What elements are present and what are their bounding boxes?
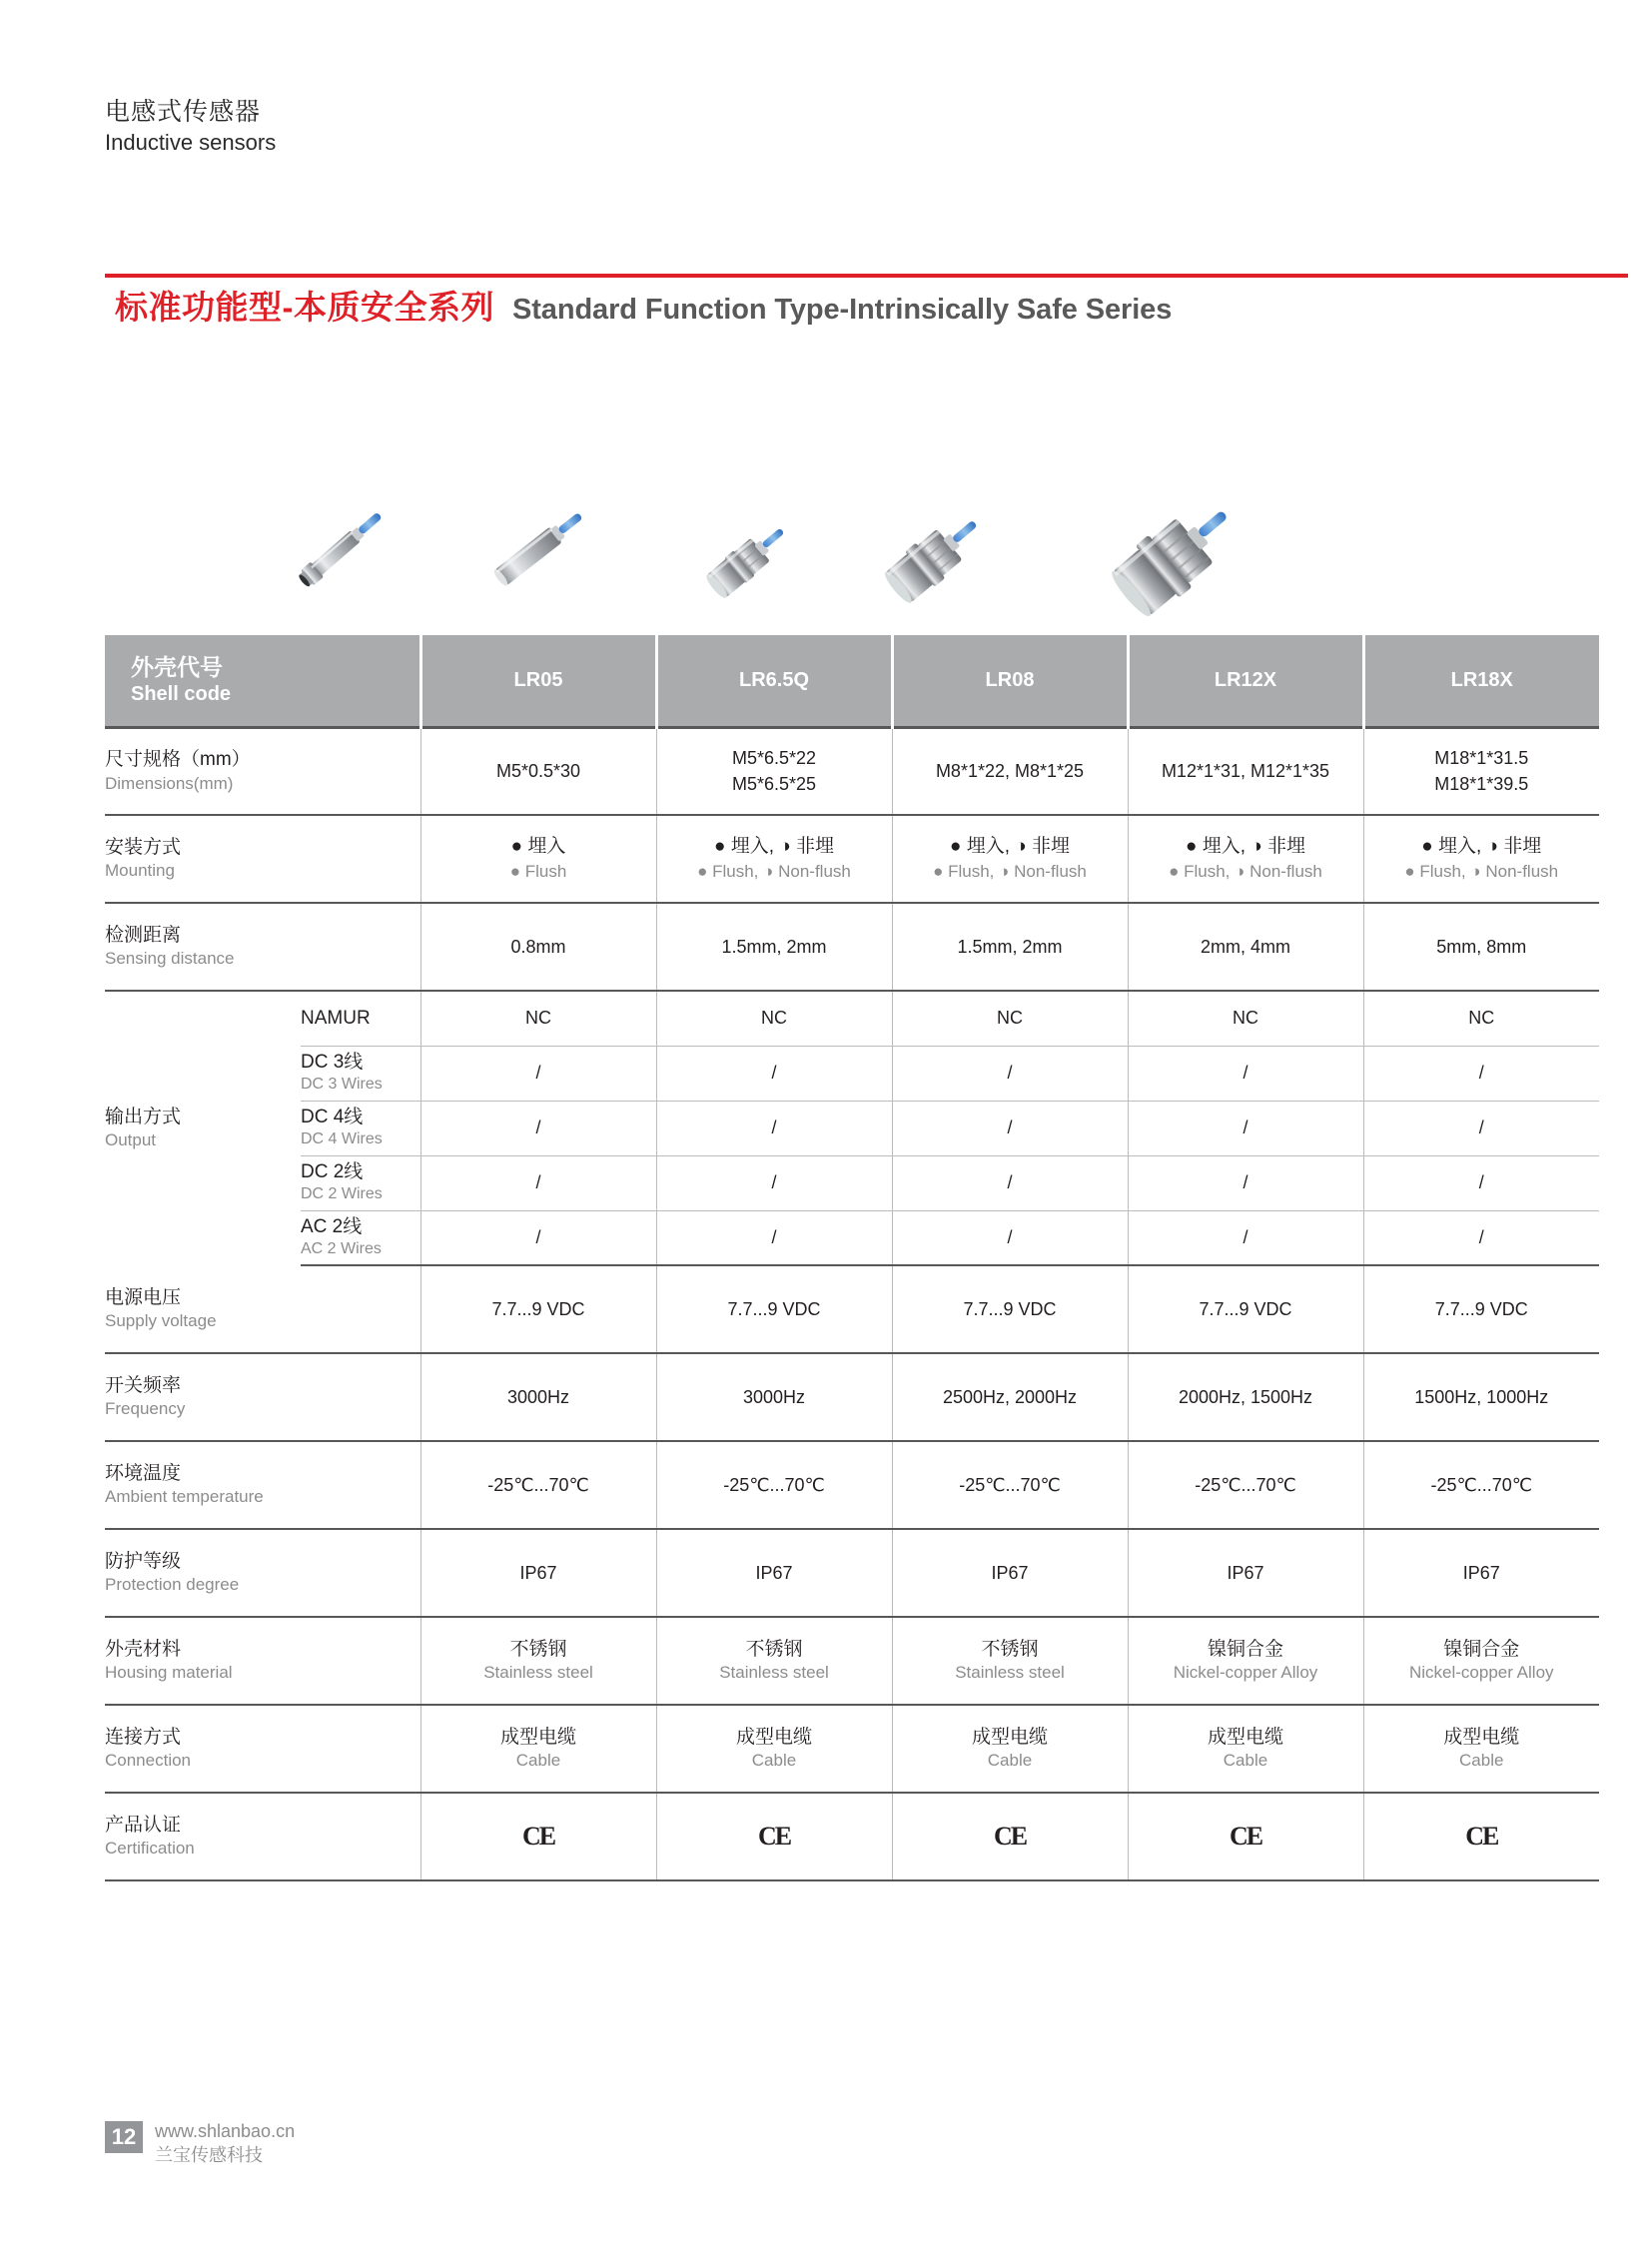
row-label-protection-degree bbox=[105, 1529, 420, 1617]
cell-housing-lr18x bbox=[1363, 1617, 1599, 1705]
mounting-cn: ● 埋入 bbox=[510, 835, 566, 857]
row-label-output-cn: 输出方式 bbox=[105, 1106, 182, 1127]
product-image-lr05 bbox=[279, 500, 409, 620]
row-label-supply-voltage bbox=[105, 1265, 420, 1353]
housing-cn: 不锈钢 bbox=[509, 1638, 567, 1660]
table-row-output-dc3 bbox=[105, 1046, 1599, 1101]
cell-sensing-lr08: 1.5mm, 2mm bbox=[892, 903, 1128, 991]
cell-housing-lr05 bbox=[420, 1617, 656, 1705]
cell-mounting-lr18x bbox=[1363, 815, 1599, 903]
header-shell-code-cn: 外壳代号 bbox=[131, 654, 223, 681]
mounting-cn: ● 埋入, ◑ 非埋 bbox=[713, 835, 835, 857]
table-row-connection bbox=[105, 1705, 1599, 1793]
cell-protection-lr18x: IP67 bbox=[1363, 1529, 1599, 1617]
cell-temp-lr65q: -25℃...70℃ bbox=[656, 1441, 892, 1529]
table-row-dimensions bbox=[105, 727, 1599, 815]
page-number-badge: 12 bbox=[105, 2121, 143, 2153]
cell-sensing-lr65q: 1.5mm, 2mm bbox=[656, 903, 892, 991]
table-header-row bbox=[105, 635, 1599, 727]
ce-mark-icon: CE bbox=[1229, 1822, 1262, 1852]
row-label-frequency-cn: 开关频率 bbox=[105, 1374, 182, 1396]
product-image-strip bbox=[105, 459, 1538, 634]
connection-en: Cable bbox=[1459, 1751, 1504, 1771]
row-label-certification-cn: 产品认证 bbox=[105, 1814, 182, 1836]
cell-dc2-lr08: / bbox=[892, 1155, 1128, 1210]
cell-dimensions-lr08 bbox=[892, 727, 1128, 815]
row-label-ambient-temperature-en: Ambient temperature bbox=[105, 1487, 264, 1507]
sub-label-dc2-cn: DC 2线 bbox=[301, 1161, 364, 1183]
ce-mark-icon: CE bbox=[521, 1822, 555, 1852]
row-label-supply-voltage-cn: 电源电压 bbox=[105, 1286, 182, 1308]
connection-en: Cable bbox=[1223, 1751, 1268, 1771]
cell-namur-lr65q: NC bbox=[656, 991, 892, 1046]
sub-label-dc4-cn: DC 4线 bbox=[301, 1107, 364, 1128]
header-col-lr05: LR05 bbox=[420, 635, 656, 727]
housing-en: Stainless steel bbox=[483, 1663, 593, 1683]
row-label-frequency bbox=[105, 1353, 420, 1441]
header-shell-code bbox=[105, 635, 420, 727]
row-label-frequency-en: Frequency bbox=[105, 1399, 186, 1419]
row-label-protection-degree-en: Protection degree bbox=[105, 1575, 240, 1595]
row-label-connection bbox=[105, 1705, 420, 1793]
cell-dc3-lr08: / bbox=[892, 1046, 1128, 1101]
cell-dc3-lr05: / bbox=[420, 1046, 656, 1101]
product-image-lr18x bbox=[1104, 493, 1253, 618]
section-title bbox=[115, 282, 1172, 329]
page-footer bbox=[105, 2119, 295, 2168]
cell-connection-lr08 bbox=[892, 1705, 1128, 1793]
value-line: M5*0.5*30 bbox=[495, 761, 581, 782]
cell-certification-lr12x bbox=[1128, 1793, 1363, 1880]
connection-cn: 成型电缆 bbox=[1207, 1726, 1283, 1748]
housing-en: Nickel-copper Alloy bbox=[1173, 1663, 1318, 1683]
cell-mounting-lr05 bbox=[420, 815, 656, 903]
cell-frequency-lr65q: 3000Hz bbox=[656, 1353, 892, 1441]
running-header-title-en: Inductive sensors bbox=[105, 130, 277, 155]
cell-dc3-lr18x: / bbox=[1363, 1046, 1599, 1101]
product-image-lr65q bbox=[474, 500, 604, 620]
cell-sensing-lr12x: 2mm, 4mm bbox=[1128, 903, 1363, 991]
cell-dc3-lr12x: / bbox=[1128, 1046, 1363, 1101]
cell-frequency-lr05: 3000Hz bbox=[420, 1353, 656, 1441]
row-label-certification bbox=[105, 1793, 420, 1880]
cell-supply-lr65q: 7.7...9 VDC bbox=[656, 1265, 892, 1353]
row-label-mounting-cn: 安装方式 bbox=[105, 836, 182, 858]
cell-frequency-lr12x: 2000Hz, 1500Hz bbox=[1128, 1353, 1363, 1441]
cell-dc4-lr05: / bbox=[420, 1101, 656, 1155]
row-label-mounting bbox=[105, 815, 420, 903]
footer-text-block bbox=[155, 2119, 295, 2168]
sub-label-dc3-cn: DC 3线 bbox=[301, 1052, 364, 1074]
cell-ac2-lr65q: / bbox=[656, 1210, 892, 1265]
cell-temp-lr12x: -25℃...70℃ bbox=[1128, 1441, 1363, 1529]
ce-mark-icon: CE bbox=[993, 1822, 1027, 1852]
cell-dc4-lr65q: / bbox=[656, 1101, 892, 1155]
row-label-output-en: Output bbox=[105, 1130, 157, 1150]
cell-ac2-lr05: / bbox=[420, 1210, 656, 1265]
cell-housing-lr08 bbox=[892, 1617, 1128, 1705]
connection-cn: 成型电缆 bbox=[971, 1726, 1048, 1748]
row-label-protection-degree-cn: 防护等级 bbox=[105, 1550, 182, 1572]
cell-frequency-lr18x: 1500Hz, 1000Hz bbox=[1363, 1353, 1599, 1441]
cell-mounting-lr65q bbox=[656, 815, 892, 903]
value-line: M18*1*31.5 bbox=[1434, 748, 1529, 769]
header-shell-code-en: Shell code bbox=[131, 683, 232, 706]
footer-company-cn: 兰宝传感科技 bbox=[155, 2145, 263, 2166]
cell-ac2-lr08: / bbox=[892, 1210, 1128, 1265]
cell-certification-lr05 bbox=[420, 1793, 656, 1880]
cell-temp-lr05: -25℃...70℃ bbox=[420, 1441, 656, 1529]
cell-mounting-lr08 bbox=[892, 815, 1128, 903]
cell-connection-lr05 bbox=[420, 1705, 656, 1793]
cell-dc4-lr08: / bbox=[892, 1101, 1128, 1155]
mounting-en: ● Flush bbox=[509, 862, 567, 882]
cell-frequency-lr08: 2500Hz, 2000Hz bbox=[892, 1353, 1128, 1441]
row-label-dimensions-cn: 尺寸规格（mm） bbox=[105, 748, 251, 770]
connection-en: Cable bbox=[751, 1751, 797, 1771]
cell-dimensions-lr05 bbox=[420, 727, 656, 815]
table-row-housing-material bbox=[105, 1617, 1599, 1705]
value-line: M5*6.5*25 bbox=[731, 774, 817, 795]
sub-label-dc3-en: DC 3 Wires bbox=[301, 1076, 383, 1094]
cell-connection-lr12x bbox=[1128, 1705, 1363, 1793]
row-label-dimensions bbox=[105, 727, 420, 815]
sub-label-dc4-en: DC 4 Wires bbox=[301, 1130, 383, 1148]
mounting-en: ● Flush, ◑ Non-flush bbox=[1169, 862, 1322, 882]
cell-temp-lr08: -25℃...70℃ bbox=[892, 1441, 1128, 1529]
sub-label-dc3 bbox=[301, 1046, 420, 1101]
row-label-sensing-distance bbox=[105, 903, 420, 991]
table-row-output-namur bbox=[105, 991, 1599, 1046]
row-label-ambient-temperature-cn: 环境温度 bbox=[105, 1462, 182, 1484]
table-row-output-ac2 bbox=[105, 1210, 1599, 1265]
mounting-cn: ● 埋入, ◑ 非埋 bbox=[949, 835, 1071, 857]
table-row-output-dc4 bbox=[105, 1101, 1599, 1155]
cell-sensing-lr05: 0.8mm bbox=[420, 903, 656, 991]
running-header bbox=[105, 96, 1538, 158]
value-line: M18*1*39.5 bbox=[1434, 774, 1529, 795]
cell-dc4-lr12x: / bbox=[1128, 1101, 1363, 1155]
table-row-mounting bbox=[105, 815, 1599, 903]
cell-namur-lr18x: NC bbox=[1363, 991, 1599, 1046]
cell-housing-lr12x bbox=[1128, 1617, 1363, 1705]
connection-en: Cable bbox=[987, 1751, 1033, 1771]
cell-connection-lr65q bbox=[656, 1705, 892, 1793]
header-col-lr12x: LR12X bbox=[1128, 635, 1363, 727]
sub-label-namur-text: NAMUR bbox=[301, 1007, 371, 1029]
value-line: M5*6.5*22 bbox=[731, 748, 817, 769]
cell-namur-lr05: NC bbox=[420, 991, 656, 1046]
housing-cn: 镍铜合金 bbox=[1443, 1638, 1520, 1660]
sub-label-ac2-en: AC 2 Wires bbox=[301, 1240, 382, 1258]
ce-mark-icon: CE bbox=[1465, 1822, 1498, 1852]
connection-en: Cable bbox=[515, 1751, 561, 1771]
cell-dc3-lr65q: / bbox=[656, 1046, 892, 1101]
row-label-housing-material bbox=[105, 1617, 420, 1705]
cell-namur-lr12x: NC bbox=[1128, 991, 1363, 1046]
sub-label-dc2 bbox=[301, 1155, 420, 1210]
row-label-certification-en: Certification bbox=[105, 1839, 195, 1859]
mounting-en: ● Flush, ◑ Non-flush bbox=[1404, 862, 1559, 882]
cell-ac2-lr12x: / bbox=[1128, 1210, 1363, 1265]
header-col-lr18x: LR18X bbox=[1363, 635, 1599, 727]
cell-dc2-lr65q: / bbox=[656, 1155, 892, 1210]
cell-certification-lr18x bbox=[1363, 1793, 1599, 1880]
header-col-lr65q: LR6.5Q bbox=[656, 635, 892, 727]
cell-dimensions-lr65q bbox=[656, 727, 892, 815]
section-title-cn: 标准功能型-本质安全系列 bbox=[115, 289, 494, 326]
cell-supply-lr18x: 7.7...9 VDC bbox=[1363, 1265, 1599, 1353]
connection-cn: 成型电缆 bbox=[735, 1726, 812, 1748]
cell-certification-lr65q bbox=[656, 1793, 892, 1880]
row-label-housing-material-cn: 外壳材料 bbox=[105, 1638, 182, 1660]
cell-dc2-lr18x: / bbox=[1363, 1155, 1599, 1210]
product-image-lr12x bbox=[872, 503, 1002, 618]
row-label-dimensions-en: Dimensions(mm) bbox=[105, 773, 234, 793]
mounting-cn: ● 埋入, ◑ 非埋 bbox=[1421, 835, 1542, 857]
table-row-protection-degree bbox=[105, 1529, 1599, 1617]
housing-cn: 不锈钢 bbox=[745, 1638, 803, 1660]
cell-protection-lr05: IP67 bbox=[420, 1529, 656, 1617]
row-label-connection-en: Connection bbox=[105, 1751, 192, 1771]
cell-dc2-lr05: / bbox=[420, 1155, 656, 1210]
row-label-output bbox=[105, 991, 301, 1265]
sub-label-namur bbox=[301, 991, 420, 1046]
sub-label-ac2 bbox=[301, 1210, 420, 1265]
cell-protection-lr12x: IP67 bbox=[1128, 1529, 1363, 1617]
table-row-certification bbox=[105, 1793, 1599, 1880]
sub-label-dc2-en: DC 2 Wires bbox=[301, 1185, 383, 1203]
cell-ac2-lr18x: / bbox=[1363, 1210, 1599, 1265]
table-row-supply-voltage bbox=[105, 1265, 1599, 1353]
housing-cn: 不锈钢 bbox=[981, 1638, 1039, 1660]
mounting-cn: ● 埋入, ◑ 非埋 bbox=[1185, 835, 1306, 857]
cell-dimensions-lr12x bbox=[1128, 727, 1363, 815]
cell-protection-lr65q: IP67 bbox=[656, 1529, 892, 1617]
footer-website-url[interactable]: www.shlanbao.cn bbox=[155, 2121, 296, 2141]
row-label-ambient-temperature bbox=[105, 1441, 420, 1529]
cell-housing-lr65q bbox=[656, 1617, 892, 1705]
row-label-sensing-distance-cn: 检测距离 bbox=[105, 924, 182, 946]
housing-en: Stainless steel bbox=[719, 1663, 829, 1683]
header-divider-rule bbox=[105, 274, 1628, 278]
mounting-en: ● Flush, ◑ Non-flush bbox=[933, 862, 1087, 882]
value-line: M12*1*31, M12*1*35 bbox=[1161, 761, 1330, 782]
table-row-frequency bbox=[105, 1353, 1599, 1441]
table-row-sensing-distance bbox=[105, 903, 1599, 991]
value-line: M8*1*22, M8*1*25 bbox=[935, 761, 1085, 782]
header-col-lr08: LR08 bbox=[892, 635, 1128, 727]
row-label-supply-voltage-en: Supply voltage bbox=[105, 1311, 217, 1331]
ce-mark-icon: CE bbox=[757, 1822, 791, 1852]
cell-connection-lr18x bbox=[1363, 1705, 1599, 1793]
row-label-sensing-distance-en: Sensing distance bbox=[105, 949, 235, 969]
cell-dc2-lr12x: / bbox=[1128, 1155, 1363, 1210]
running-header-title-cn: 电感式传感器 bbox=[105, 98, 262, 126]
cell-mounting-lr12x bbox=[1128, 815, 1363, 903]
cell-dc4-lr18x: / bbox=[1363, 1101, 1599, 1155]
row-label-connection-cn: 连接方式 bbox=[105, 1726, 182, 1748]
sub-label-ac2-cn: AC 2线 bbox=[301, 1215, 363, 1237]
cell-certification-lr08 bbox=[892, 1793, 1128, 1880]
cell-supply-lr05: 7.7...9 VDC bbox=[420, 1265, 656, 1353]
sub-label-dc4 bbox=[301, 1101, 420, 1155]
cell-supply-lr08: 7.7...9 VDC bbox=[892, 1265, 1128, 1353]
row-label-housing-material-en: Housing material bbox=[105, 1663, 233, 1683]
cell-sensing-lr18x: 5mm, 8mm bbox=[1363, 903, 1599, 991]
connection-cn: 成型电缆 bbox=[499, 1726, 576, 1748]
cell-dimensions-lr18x bbox=[1363, 727, 1599, 815]
housing-en: Stainless steel bbox=[955, 1663, 1065, 1683]
cell-supply-lr12x: 7.7...9 VDC bbox=[1128, 1265, 1363, 1353]
cell-namur-lr08: NC bbox=[892, 991, 1128, 1046]
cell-temp-lr18x: -25℃...70℃ bbox=[1363, 1441, 1599, 1529]
table-row-ambient-temperature bbox=[105, 1441, 1599, 1529]
row-label-mounting-en: Mounting bbox=[105, 861, 175, 881]
table-row-output-dc2 bbox=[105, 1155, 1599, 1210]
specification-table bbox=[105, 635, 1599, 1881]
section-title-en: Standard Function Type-Intrinsically Safe Series bbox=[512, 294, 1173, 326]
connection-cn: 成型电缆 bbox=[1443, 1726, 1520, 1748]
housing-en: Nickel-copper Alloy bbox=[1408, 1663, 1554, 1683]
mounting-en: ● Flush, ◑ Non-flush bbox=[697, 862, 851, 882]
cell-protection-lr08: IP67 bbox=[892, 1529, 1128, 1617]
product-image-lr08 bbox=[687, 508, 807, 618]
housing-cn: 镍铜合金 bbox=[1207, 1638, 1283, 1660]
